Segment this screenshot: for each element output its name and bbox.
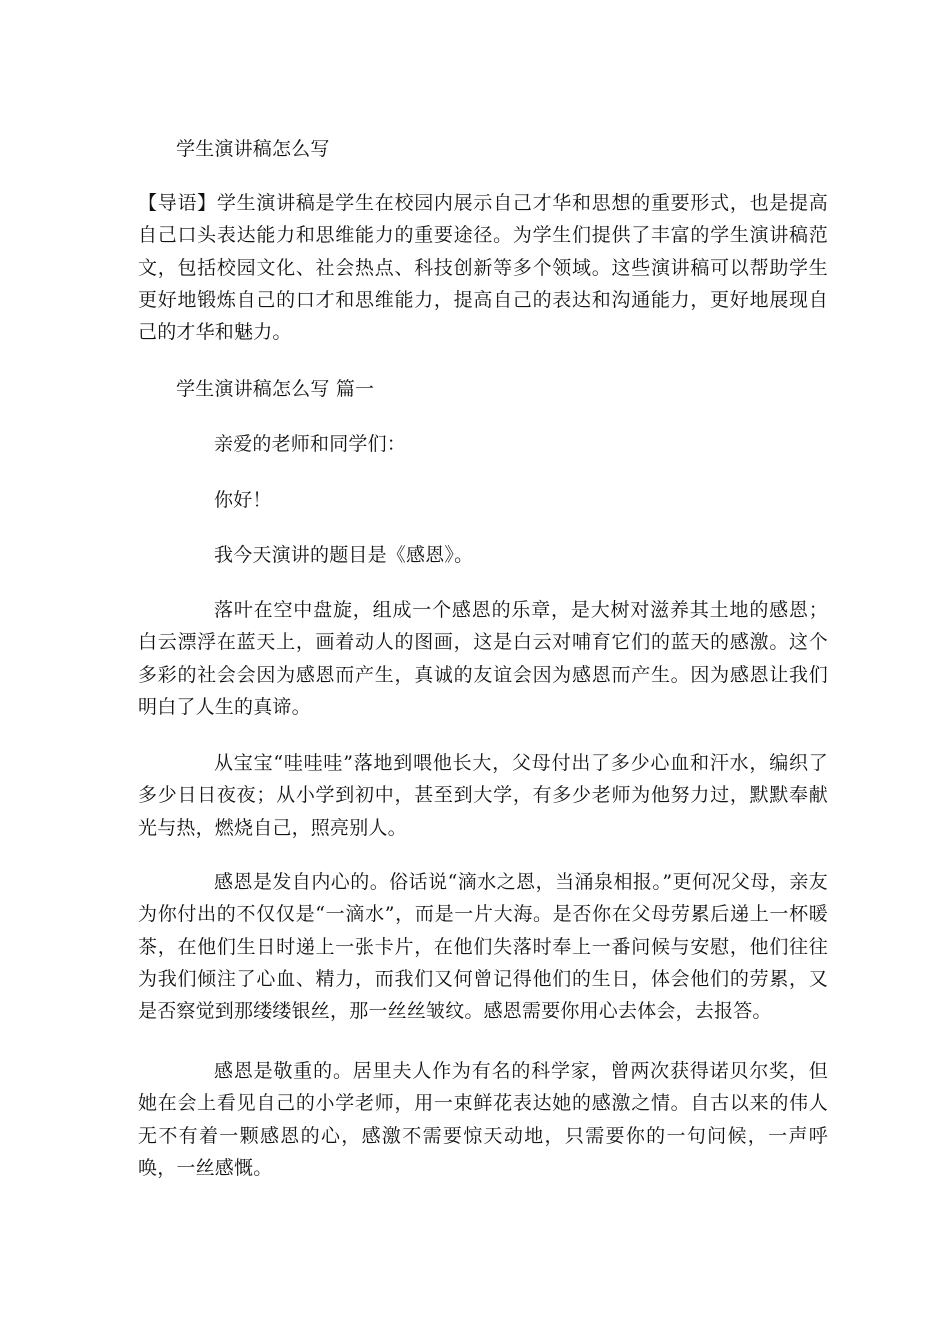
greeting-line: 你好！	[214, 489, 272, 511]
body-paragraph: 落叶在空中盘旋，组成一个感恩的乐章，是大树对滋养其土地的感恩；白云漂浮在蓝天上，画着动人的图画，这是白云对哺育它们的蓝天的感激。这个多彩的社会会因为感恩而产生，真诚的友谊会因为感恩而产生。因为感恩让我们明白了人生的真谛。	[138, 599, 828, 718]
intro-paragraph: 【导语】学生演讲稿是学生在校园内展示自己才华和思想的重要形式，也是提高自己口头表达能力和思维能力的重要途径。为学生们提供了丰富的学生演讲稿范文，包括校园文化、社会热点、科技创新等多个领域。这些演讲稿可以帮助学生更好地锻炼自己的口才和思维能力，提高自己的表达和沟通能力，更好地展现自己的才华和魅力。	[138, 192, 828, 344]
section-heading: 学生演讲稿怎么写 篇一	[176, 378, 375, 400]
body-paragraph: 感恩是发自内心的。俗话说“滴水之恩，当涌泉相报。”更何况父母，亲友为你付出的不仅仅是“一滴水”，而是一片大海。是否你在父母劳累后递上一杯暖茶，在他们生日时递上一张卡片，在他们失落时奉上一番问候与安慰，他们往往为我们倾注了心血、精力，而我们又何曾记得他们的生日，体会他们的劳累，又是否察觉到那缕缕银丝，那一丝丝皱纹。感恩需要你用心去体会，去报答。	[138, 871, 828, 1023]
salutation-line: 亲爱的老师和同学们：	[214, 433, 407, 455]
document-title: 学生演讲稿怎么写	[176, 138, 330, 160]
topic-line: 我今天演讲的题目是《感恩》。	[214, 544, 474, 566]
body-paragraph: 从宝宝“哇哇哇”落地到喂他长大，父母付出了多少心血和汗水，编织了多少日日夜夜；从小学到初中，甚至到大学，有多少老师为他努力过，默默奉献光与热，燃烧自己，照亮别人。	[138, 752, 828, 839]
body-paragraph: 感恩是敬重的。居里夫人作为有名的科学家，曾两次获得诺贝尔奖，但她在会上看见自己的小学老师，用一束鲜花表达她的感激之情。自古以来的伟人无不有着一颗感恩的心，感激不需要惊天动地，只需要你的一句问候，一声呼唤，一丝感慨。	[138, 1060, 828, 1179]
